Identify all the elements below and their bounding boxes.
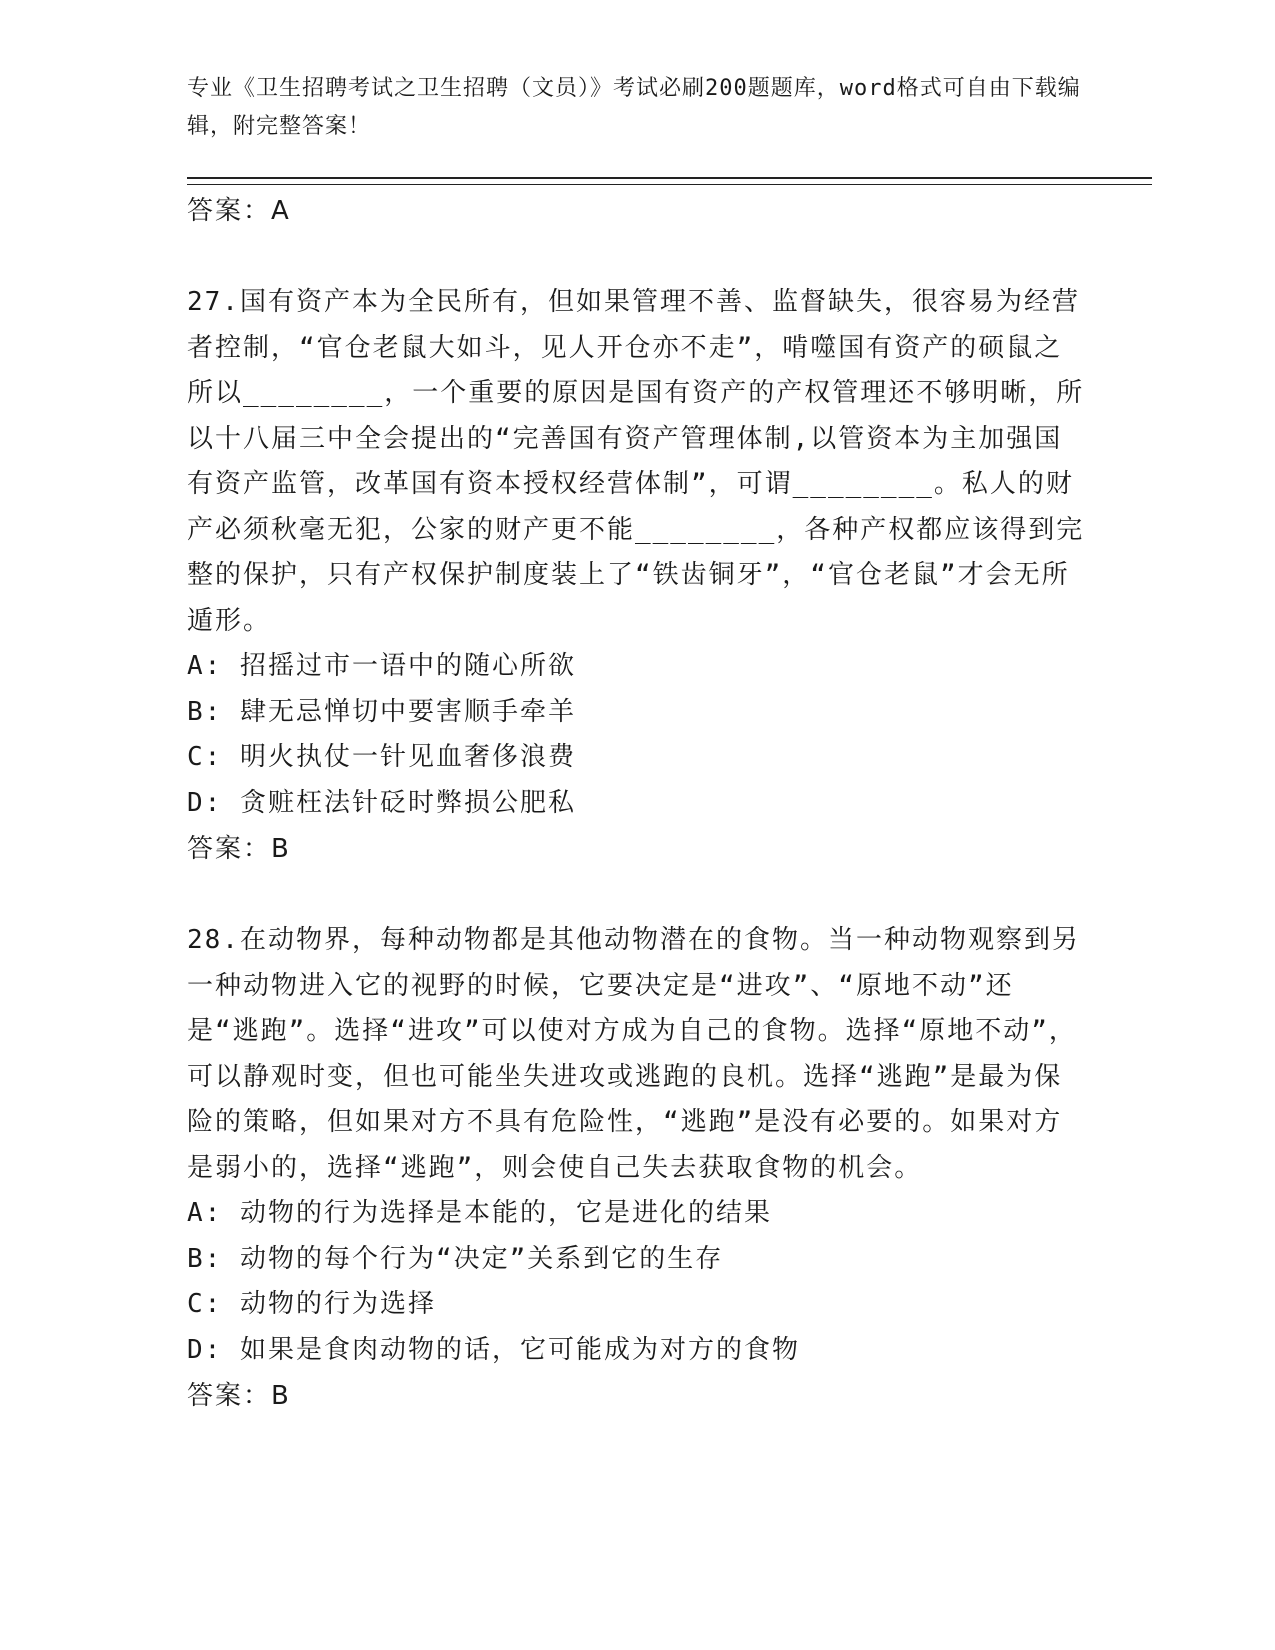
question-27 (187, 280, 1087, 872)
question-answer: 答案：B (187, 1381, 291, 1411)
option-c: C: 动物的行为选择 (187, 1289, 436, 1319)
option-d: D: 贪赃枉法针砭时弊损公肥私 (187, 787, 576, 818)
option-a: A: 招摇过市一语中的随心所欲 (187, 651, 576, 681)
document-header (187, 70, 1087, 146)
previous-answer: 答案：A (187, 196, 291, 226)
header-rule-thick (187, 177, 1152, 179)
option-b: B: 动物的每个行为“决定”关系到它的生存 (187, 1243, 724, 1274)
question-28 (187, 918, 1087, 1419)
option-c: C: 明火执仗一针见血奢侈浪费 (187, 742, 576, 772)
header-rule-thin (187, 184, 1152, 185)
question-text: 28.在动物界，每种动物都是其他动物潜在的食物。当一种动物观察到另一种动物进入它的视野的时候，它要决定是“进攻”、“原地不动”还是“逃跑”。选择“进攻”可以使对方成为自己的食物。选择“原地不动”，可以静观时变，但也可能坐失进攻或逃跑的良机。选择“逃跑”是最为保险的策略，但如果对方不具有危险性，“逃跑”是没有必要的。如果对方是弱小的，选择“逃跑”，则会使自己失去获取食物的机会。 (187, 925, 1080, 1183)
question-text: 27.国有资产本为全民所有，但如果管理不善、监督缺失，很容易为经营者控制，“官仓老鼠大如斗，见人开仓亦不走”，啃噬国有资产的硕鼠之所以________，一个重要的原因是国有资产的产权管理还不够明晰，所以十八届三中全会提出的“完善国有资产管理体制,以管资本为主加强国有资产监管，改革国有资本授权经营体制”，可谓________。私人的财产必须秋毫无犯，公家的财产更不能________，各种产权都应该得到完整的保护，只有产权保护制度装上了“铁齿铜牙”，“官仓老鼠”才会无所遁形。 (187, 287, 1085, 636)
option-d: D: 如果是食肉动物的话，它可能成为对方的食物 (187, 1334, 800, 1365)
document-body (187, 188, 1087, 1419)
option-b: B: 肆无忌惮切中要害顺手牵羊 (187, 696, 576, 727)
question-answer: 答案：B (187, 834, 291, 864)
option-a: A: 动物的行为选择是本能的，它是进化的结果 (187, 1198, 772, 1228)
header-title: 专业《卫生招聘考试之卫生招聘（文员）》考试必刷200题题库，word格式可自由下载编辑，附完整答案！ (187, 76, 1081, 139)
